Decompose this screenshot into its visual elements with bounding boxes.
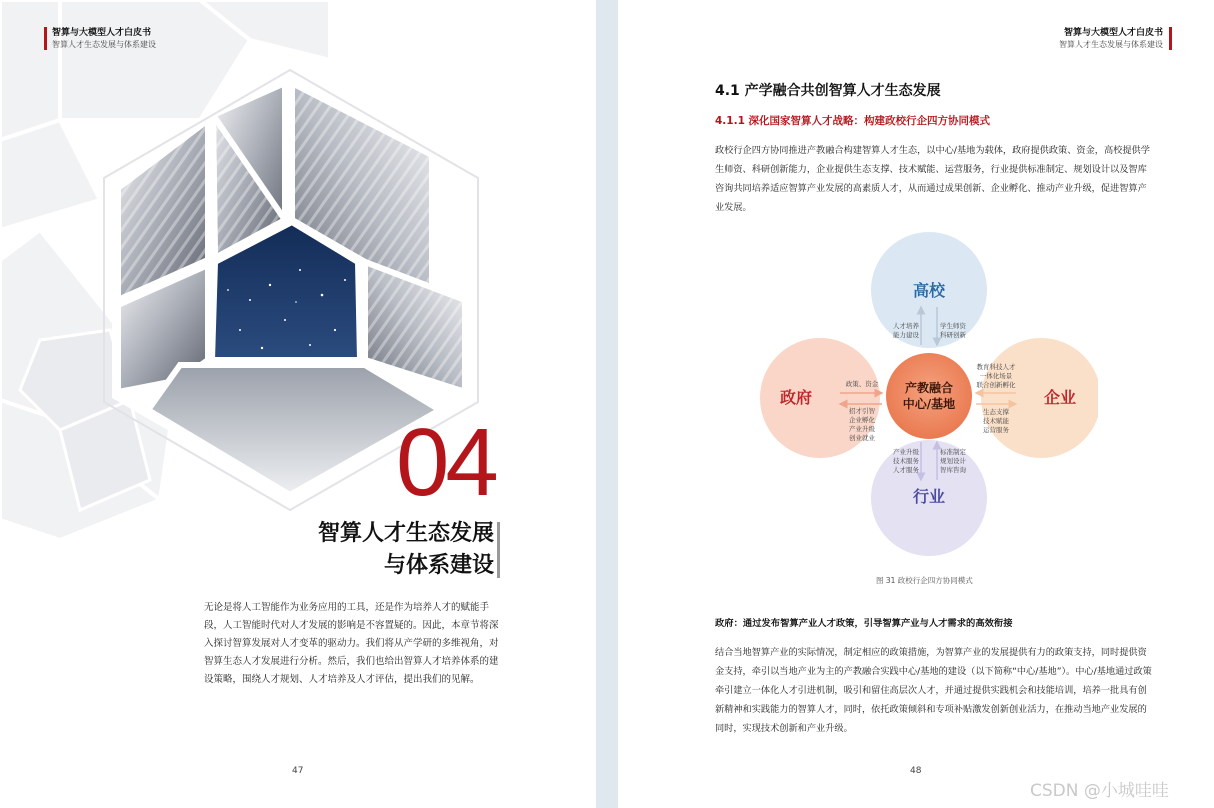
left-out-label-2: 企业孵化 bbox=[849, 416, 875, 424]
right-page bbox=[618, 0, 1214, 808]
header-title: 智算与大模型人才白皮书 bbox=[1063, 28, 1163, 38]
right-out-label-2: 技术赋能 bbox=[983, 417, 1009, 425]
government-heading: 政府：通过发布智算产业人才政策，引导智算产业与人才需求的高效衔接 bbox=[715, 618, 1013, 629]
right-out-label-1: 生态支撑 bbox=[983, 408, 1009, 416]
page-number-right: 48 bbox=[910, 766, 922, 776]
center-label-line2: 中心/基地 bbox=[902, 397, 956, 411]
book-gutter bbox=[596, 0, 618, 808]
section-paragraph-1: 政校行企四方协同推进产教融合构建智算人才生态，以中心/基地为载体，政府提供政策、资金，高校提供学生师资、科研创新能力，企业提供生态支撑、技术赋能、运营服务，行业提供标准制定、规划设计以及智库咨询共同培养适应智算产业发展的高素质人才，从而通过成果创新、企业孵化、推动产业升级，促进智算产业发展。 bbox=[715, 145, 1150, 213]
top-in-label-2: 科研创新 bbox=[940, 331, 966, 339]
university-label: 高校 bbox=[912, 281, 946, 300]
header-subtitle: 智算人才生态发展与体系建设 bbox=[1059, 40, 1163, 49]
bottom-out-label-2: 技术服务 bbox=[893, 457, 919, 465]
running-header-right bbox=[1059, 27, 1172, 50]
right-in-label-1: 教育科技人才 bbox=[976, 363, 1016, 371]
bottom-in-label-1: 标准制定 bbox=[940, 448, 966, 456]
industry-label: 行业 bbox=[912, 487, 946, 506]
top-out-label-1: 人才培养 bbox=[893, 322, 919, 330]
enterprise-label: 企业 bbox=[1043, 388, 1077, 407]
chapter-title-line1: 智算人才生态发展 bbox=[317, 521, 494, 546]
chapter-number: 04 bbox=[396, 409, 495, 516]
left-out-label-4: 创业就业 bbox=[849, 434, 875, 442]
center-label-line1: 产教融合 bbox=[904, 381, 954, 395]
chapter-intro: 无论是将人工智能作为业务应用的工具，还是作为培养人才的赋能手段，人工智能时代对人才发展的影响是不容置疑的。因此，本章节将深入探讨智算发展对人才变革的驱动力。我们将从产学研的多维视角，对智算生态人才发展进行分析。然后，我们也给出智算人才培养体系的建设策略，围绕人才规划、人才培养及人才评估，提出我们的见解。 bbox=[204, 602, 499, 685]
top-in-label-1: 学生师资 bbox=[940, 322, 966, 330]
page-number-left: 47 bbox=[292, 766, 304, 776]
left-out-label-3: 产业升级 bbox=[849, 425, 875, 433]
chapter-title-line2: 与体系建设 bbox=[383, 553, 494, 578]
chapter-title bbox=[318, 518, 494, 582]
right-in-label-3: 联合创新孵化 bbox=[976, 381, 1016, 389]
chapter-title-divider bbox=[497, 522, 500, 578]
section-title: 4.1 产学融合共创智算人才生态发展 bbox=[715, 83, 941, 99]
figure-caption: 图 31 政校行企四方协同模式 bbox=[876, 576, 973, 585]
government-label: 政府 bbox=[779, 388, 813, 407]
top-out-label-2: 能力建设 bbox=[893, 331, 919, 339]
header-title: 智算与大模型人才白皮书 bbox=[52, 28, 152, 38]
left-page bbox=[0, 0, 596, 808]
header-subtitle: 智算人才生态发展与体系建设 bbox=[52, 40, 156, 49]
bottom-out-label-1: 产业升级 bbox=[893, 448, 919, 456]
right-out-label-3: 运营服务 bbox=[983, 426, 1009, 434]
running-header-left bbox=[44, 27, 156, 50]
csdn-watermark: CSDN @小城哇哇 bbox=[1030, 781, 1169, 801]
right-in-label-2: 一体化场景 bbox=[979, 372, 1013, 380]
bottom-in-label-2: 规划设计 bbox=[940, 457, 966, 465]
left-out-label-1: 招才引智 bbox=[849, 407, 875, 415]
left-in-label: 政策、资金 bbox=[845, 380, 879, 388]
section-paragraph-2: 结合当地智算产业的实际情况，制定相应的政策措施，为智算产业的发展提供有力的政策支持，同时提供资金支持，牵引以当地产业为主的产教融合实践中心/基地的建设（以下简称“中心/基地”）。中心/基地通过政策牵引建立一体化人才引进机制，吸引和留住高层次人才，并通过提供实践机会和技能培训，培养一批具有创新精神和实践能力的智算人才，同时，依托政策倾斜和专项补贴激发创新创业活力，在推动当地产业发展的同时，实现技术创新和产业升级。 bbox=[715, 647, 1152, 734]
center-circle bbox=[886, 353, 972, 439]
enterprise-circle bbox=[981, 338, 1098, 458]
bottom-in-label-3: 智库咨询 bbox=[940, 466, 966, 474]
bottom-out-label-3: 人才服务 bbox=[893, 466, 919, 474]
subsection-title: 4.1.1 深化国家智算人才战略：构建政校行企四方协同模式 bbox=[715, 115, 991, 127]
four-party-diagram bbox=[758, 228, 1098, 558]
